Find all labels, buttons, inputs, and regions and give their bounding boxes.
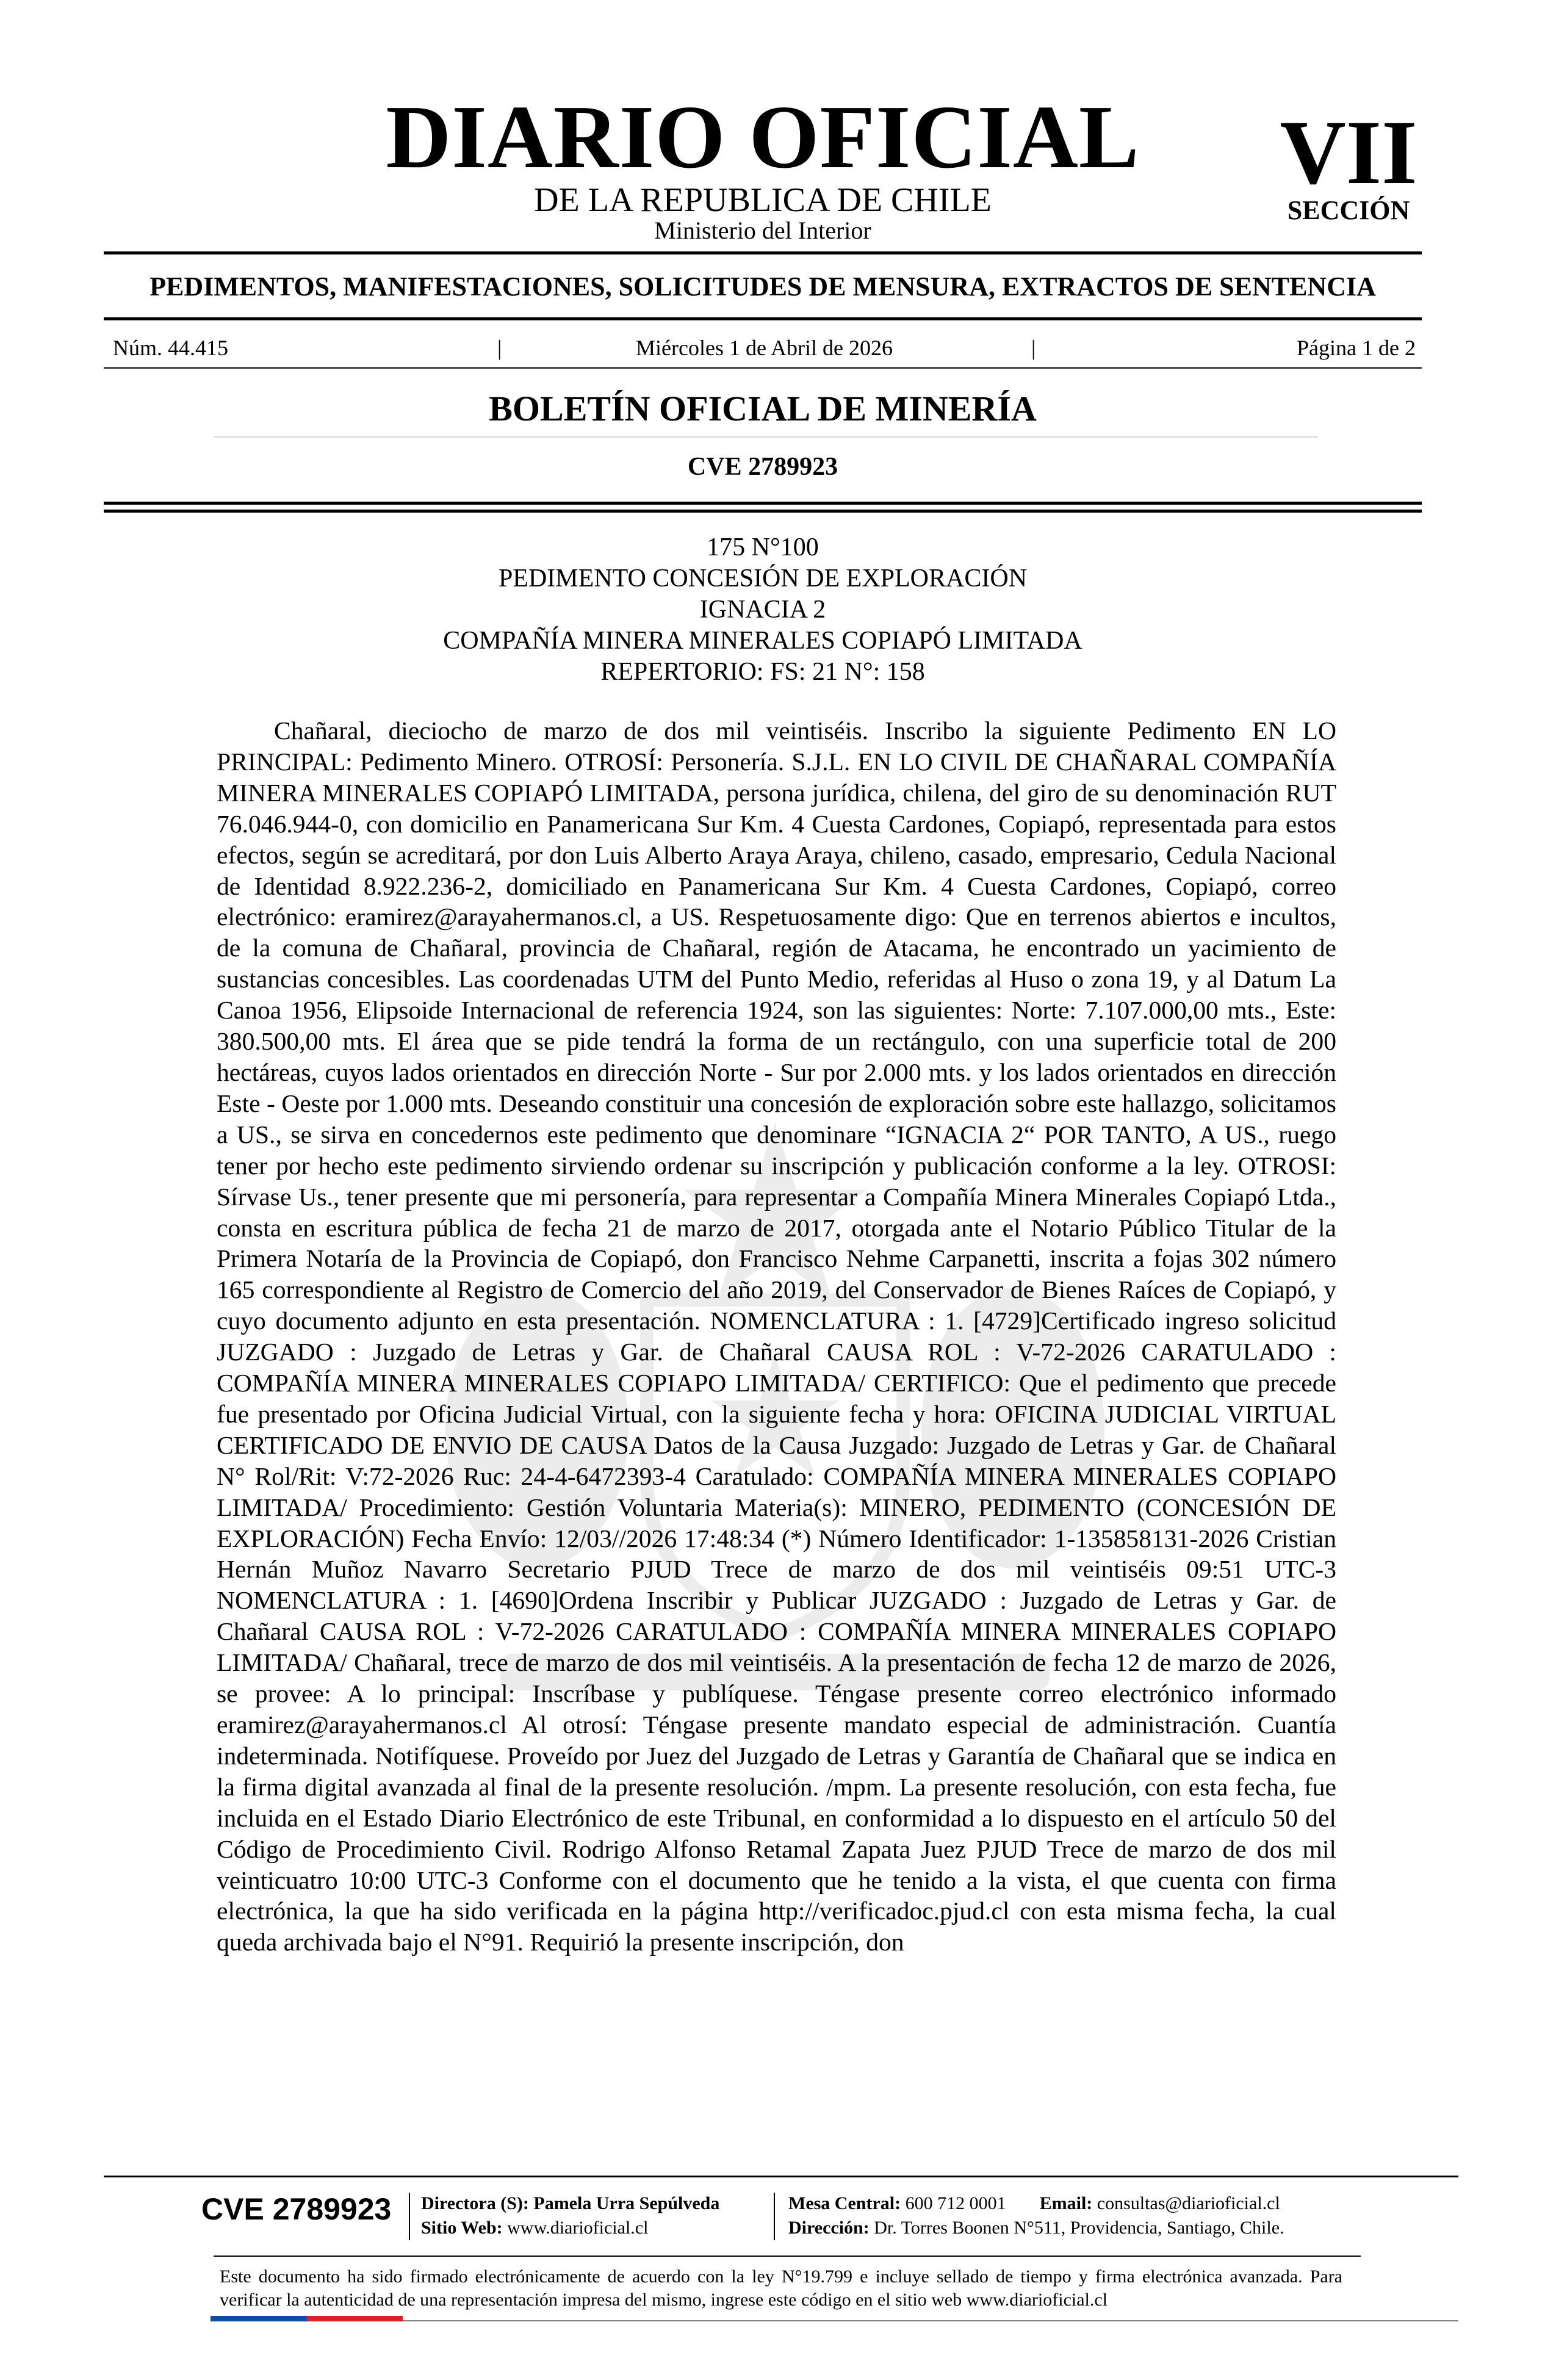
ministry-name: Ministerio del Interior xyxy=(654,217,871,244)
notice-heading xyxy=(104,532,1422,688)
footer-divider xyxy=(214,2256,1361,2257)
page-indicator: Página 1 de 2 xyxy=(1297,336,1416,360)
heading-line: COMPAÑÍA MINERA MINERALES COPIAPÓ LIMITADA xyxy=(443,627,1082,655)
section-block xyxy=(1275,102,1422,226)
bulletin-title: BOLETÍN OFICIAL DE MINERÍA xyxy=(489,389,1037,428)
issue-separator: | xyxy=(497,336,502,360)
issue-date: Miércoles 1 de Abril de 2026 xyxy=(636,336,893,360)
heading-line: PEDIMENTO CONCESIÓN DE EXPLORACIÓN xyxy=(498,564,1028,593)
phone-number: 600 712 0001 xyxy=(905,2193,1006,2213)
bulletin-divider xyxy=(214,436,1318,438)
address-text: Dr. Torres Boonen N°511, Providencia, Santiago, Chile. xyxy=(874,2218,1284,2238)
flag-blue-bar xyxy=(211,2316,307,2321)
issue-separator: | xyxy=(1031,336,1036,360)
footer-separator xyxy=(774,2193,775,2240)
section-category: PEDIMENTOS, MANIFESTACIONES, SOLICITUDES DE MENSURA, EXTRACTOS DE SENTENCIA xyxy=(149,272,1376,301)
newspaper-subtitle: DE LA REPUBLICA DE CHILE xyxy=(534,181,992,219)
phone-label: Mesa Central: xyxy=(788,2193,901,2213)
category-divider xyxy=(104,317,1422,320)
masthead xyxy=(104,87,1422,250)
masthead-divider xyxy=(104,251,1422,254)
footer-contact-column xyxy=(788,2191,1284,2240)
header-double-divider xyxy=(104,502,1422,513)
footer-bottom-rule xyxy=(403,2320,1458,2321)
issue-number: Núm. 44.415 xyxy=(113,336,228,360)
newspaper-title: DIARIO OFICIAL xyxy=(386,87,1140,187)
footer-separator xyxy=(409,2193,410,2240)
section-label: SECCIÓN xyxy=(1287,195,1410,225)
footer-cve-code: CVE 2789923 xyxy=(201,2192,392,2226)
footer-signature-notice: Este documento ha sido firmado electrónicamente de acuerdo con la ley N°19.799 e incluye sellado de tiempo y firma electrónica avanzada. Para verificar la autenticidad de una representación impresa del mismo, ingrese este código en el sitio web www.diarioficial.cl xyxy=(220,2266,1342,2310)
heading-line: 175 N°100 xyxy=(707,533,819,561)
notice-body: Chañaral, dieciocho de marzo de dos mil veintiséis. Inscribo la siguiente Pedimento EN LO PRINCIPAL: Pedimento Minero. OTROSÍ: Personería. S.J.L. EN LO CIVIL DE CHAÑARAL COMPAÑÍA MINERA MINERALES COPIAPÓ LIMITADA, persona jurídica, chilena, del giro de su denominación RUT 76.046.944-0, con domicilio en Panamericana Sur Km. 4 Cuesta Cardones, Copiapó, representada para estos efectos, según se acreditará, por don Luis Alberto Araya Araya, chileno, casado, empresario, Cedula Nacional de Identidad 8.922.236-2, domiciliado en Panamericana Sur Km. 4 Cuesta Cardones, Copiapó, correo electrónico: eramirez@arayahermanos.cl, a US. Respetuosamente digo: Que en terrenos abiertos e incultos, de la comuna de Chañaral, provincia de Chañaral, región de Atacama, he encontrado un yacimiento de sustancias concesibles. Las coordenadas UTM del Punto Medio, referidas al Huso o zona 19, y al Datum La Canoa 1956, Elipsoide Internacional de referencia 1924, son las siguientes: Norte: 7.107.000,00 mts., Este: 380.500,00 mts. El área que se pide tendrá la forma de un rectángulo, con una superficie total de 200 hectáreas, cuyos lados orientados en dirección Norte - Sur por 2.000 mts. y los lados orientados en dirección Este - Oeste por 1.000 mts. Deseando constituir una concesión de exploración sobre este hallazgo, solicitamos a US., se sirva en concedernos este pedimento que denominare “IGNACIA 2“ POR TANTO, A US., ruego tener por hecho este pedimento sirviendo ordenar su inscripción y publicación conforme a la ley. OTROSI: Sírvase Us., tener presente que mi personería, para representar a Compañía Minera Minerales Copiapó Ltda., consta en escritura pública de fecha 21 de marzo de 2017, otorgada ante el Notario Público Titular de la Primera Notaría de la Provincia de Copiapó, don Francisco Nehme Carpanetti, inscrita a fojas 302 número 165 correspondiente al Registro de Comercio del año 2019, del Conservador de Bienes Raíces de Copiapó, y cuyo documento adjunto en esta presentación. NOMENCLATURA : 1. [4729]Certificado ingreso solicitud JUZGADO : Juzgado de Letras y Gar. de Chañaral CAUSA ROL : V-72-2026 CARATULADO : COMPAÑÍA MINERA MINERALES COPIAPO LIMITADA/ CERTIFICO: Que el pedimento que precede fue presentado por Oficina Judicial Virtual, con la siguiente fecha y hora: OFICINA JUDICIAL VIRTUAL CERTIFICADO DE ENVIO DE CAUSA Datos de la Causa Juzgado: Juzgado de Letras y Gar. de Chañaral N° Rol/Rit: V:72-2026 Ruc: 24-4-6472393-4 Caratulado: COMPAÑÍA MINERA MINERALES COPIAPO LIMITADA/ Procedimiento: Gestión Voluntaria Materia(s): MINERO, PEDIMENTO (CONCESIÓN DE EXPLORACIÓN) Fecha Envío: 12/03//2026 17:48:34 (*) Número Identificador: 1-135858131-2026 Cristian Hernán Muñoz Navarro Secretario PJUD Trece de marzo de dos mil veintiséis 09:51 UTC-3 NOMENCLATURA : 1. [4690]Ordena Inscribir y Publicar JUZGADO : Juzgado de Letras y Gar. de Chañaral CAUSA ROL : V-72-2026 CARATULADO : COMPAÑÍA MINERA MINERALES COPIAPO LIMITADA/ Chañaral, trece de marzo de dos mil veintiséis. A la presentación de fecha 12 de marzo de 2026, se provee: A lo principal: Inscríbase y publíquese. Téngase presente correo electrónico informado eramirez@arayahermanos.cl Al otrosí: Téngase presente mandato especial de administración. Cuantía indeterminada. Notifíquese. Proveído por Juez del Juzgado de Letras y Garantía de Chañaral que se indica en la firma digital avanzada al final de la presente resolución. /mpm. La presente resolución, con esta fecha, fue incluida en el Estado Diario Electrónico de este Tribunal, en conformidad a lo dispuesto en el artículo 50 del Código de Procedimiento Civil. Rodrigo Alfonso Retamal Zapata Juez PJUD Trece de marzo de dos mil veinticuatro 10:00 UTC-3 Conforme con el documento que he tenido a la vista, el que cuenta con firma electrónica, la que ha sido verificada en la página http://verificadoc.pjud.cl con esta misma fecha, la cual queda archivada bajo el N°91. Requirió la presente inscripción, don xyxy=(217,716,1336,1956)
issue-divider xyxy=(104,367,1422,369)
director-label: Directora (S): xyxy=(421,2193,529,2213)
director-name: Pamela Urra Sepúlveda xyxy=(533,2193,720,2213)
issue-info-bar xyxy=(113,330,1416,366)
flag-red-bar xyxy=(307,2316,403,2321)
email-label: Email: xyxy=(1039,2193,1093,2213)
website-link[interactable]: www.diarioficial.cl xyxy=(507,2218,649,2238)
address-label: Dirección: xyxy=(788,2218,870,2238)
cve-code: CVE 2789923 xyxy=(687,453,838,481)
section-number: VII xyxy=(1280,102,1417,203)
email-link[interactable]: consultas@diarioficial.cl xyxy=(1097,2193,1280,2213)
footer-director-column xyxy=(421,2191,719,2240)
heading-line: REPERTORIO: FS: 21 N°: 158 xyxy=(600,658,925,686)
heading-line: IGNACIA 2 xyxy=(699,596,826,624)
flag-stripe xyxy=(211,2316,403,2321)
website-label: Sitio Web: xyxy=(421,2218,503,2238)
footer-divider xyxy=(104,2176,1458,2177)
